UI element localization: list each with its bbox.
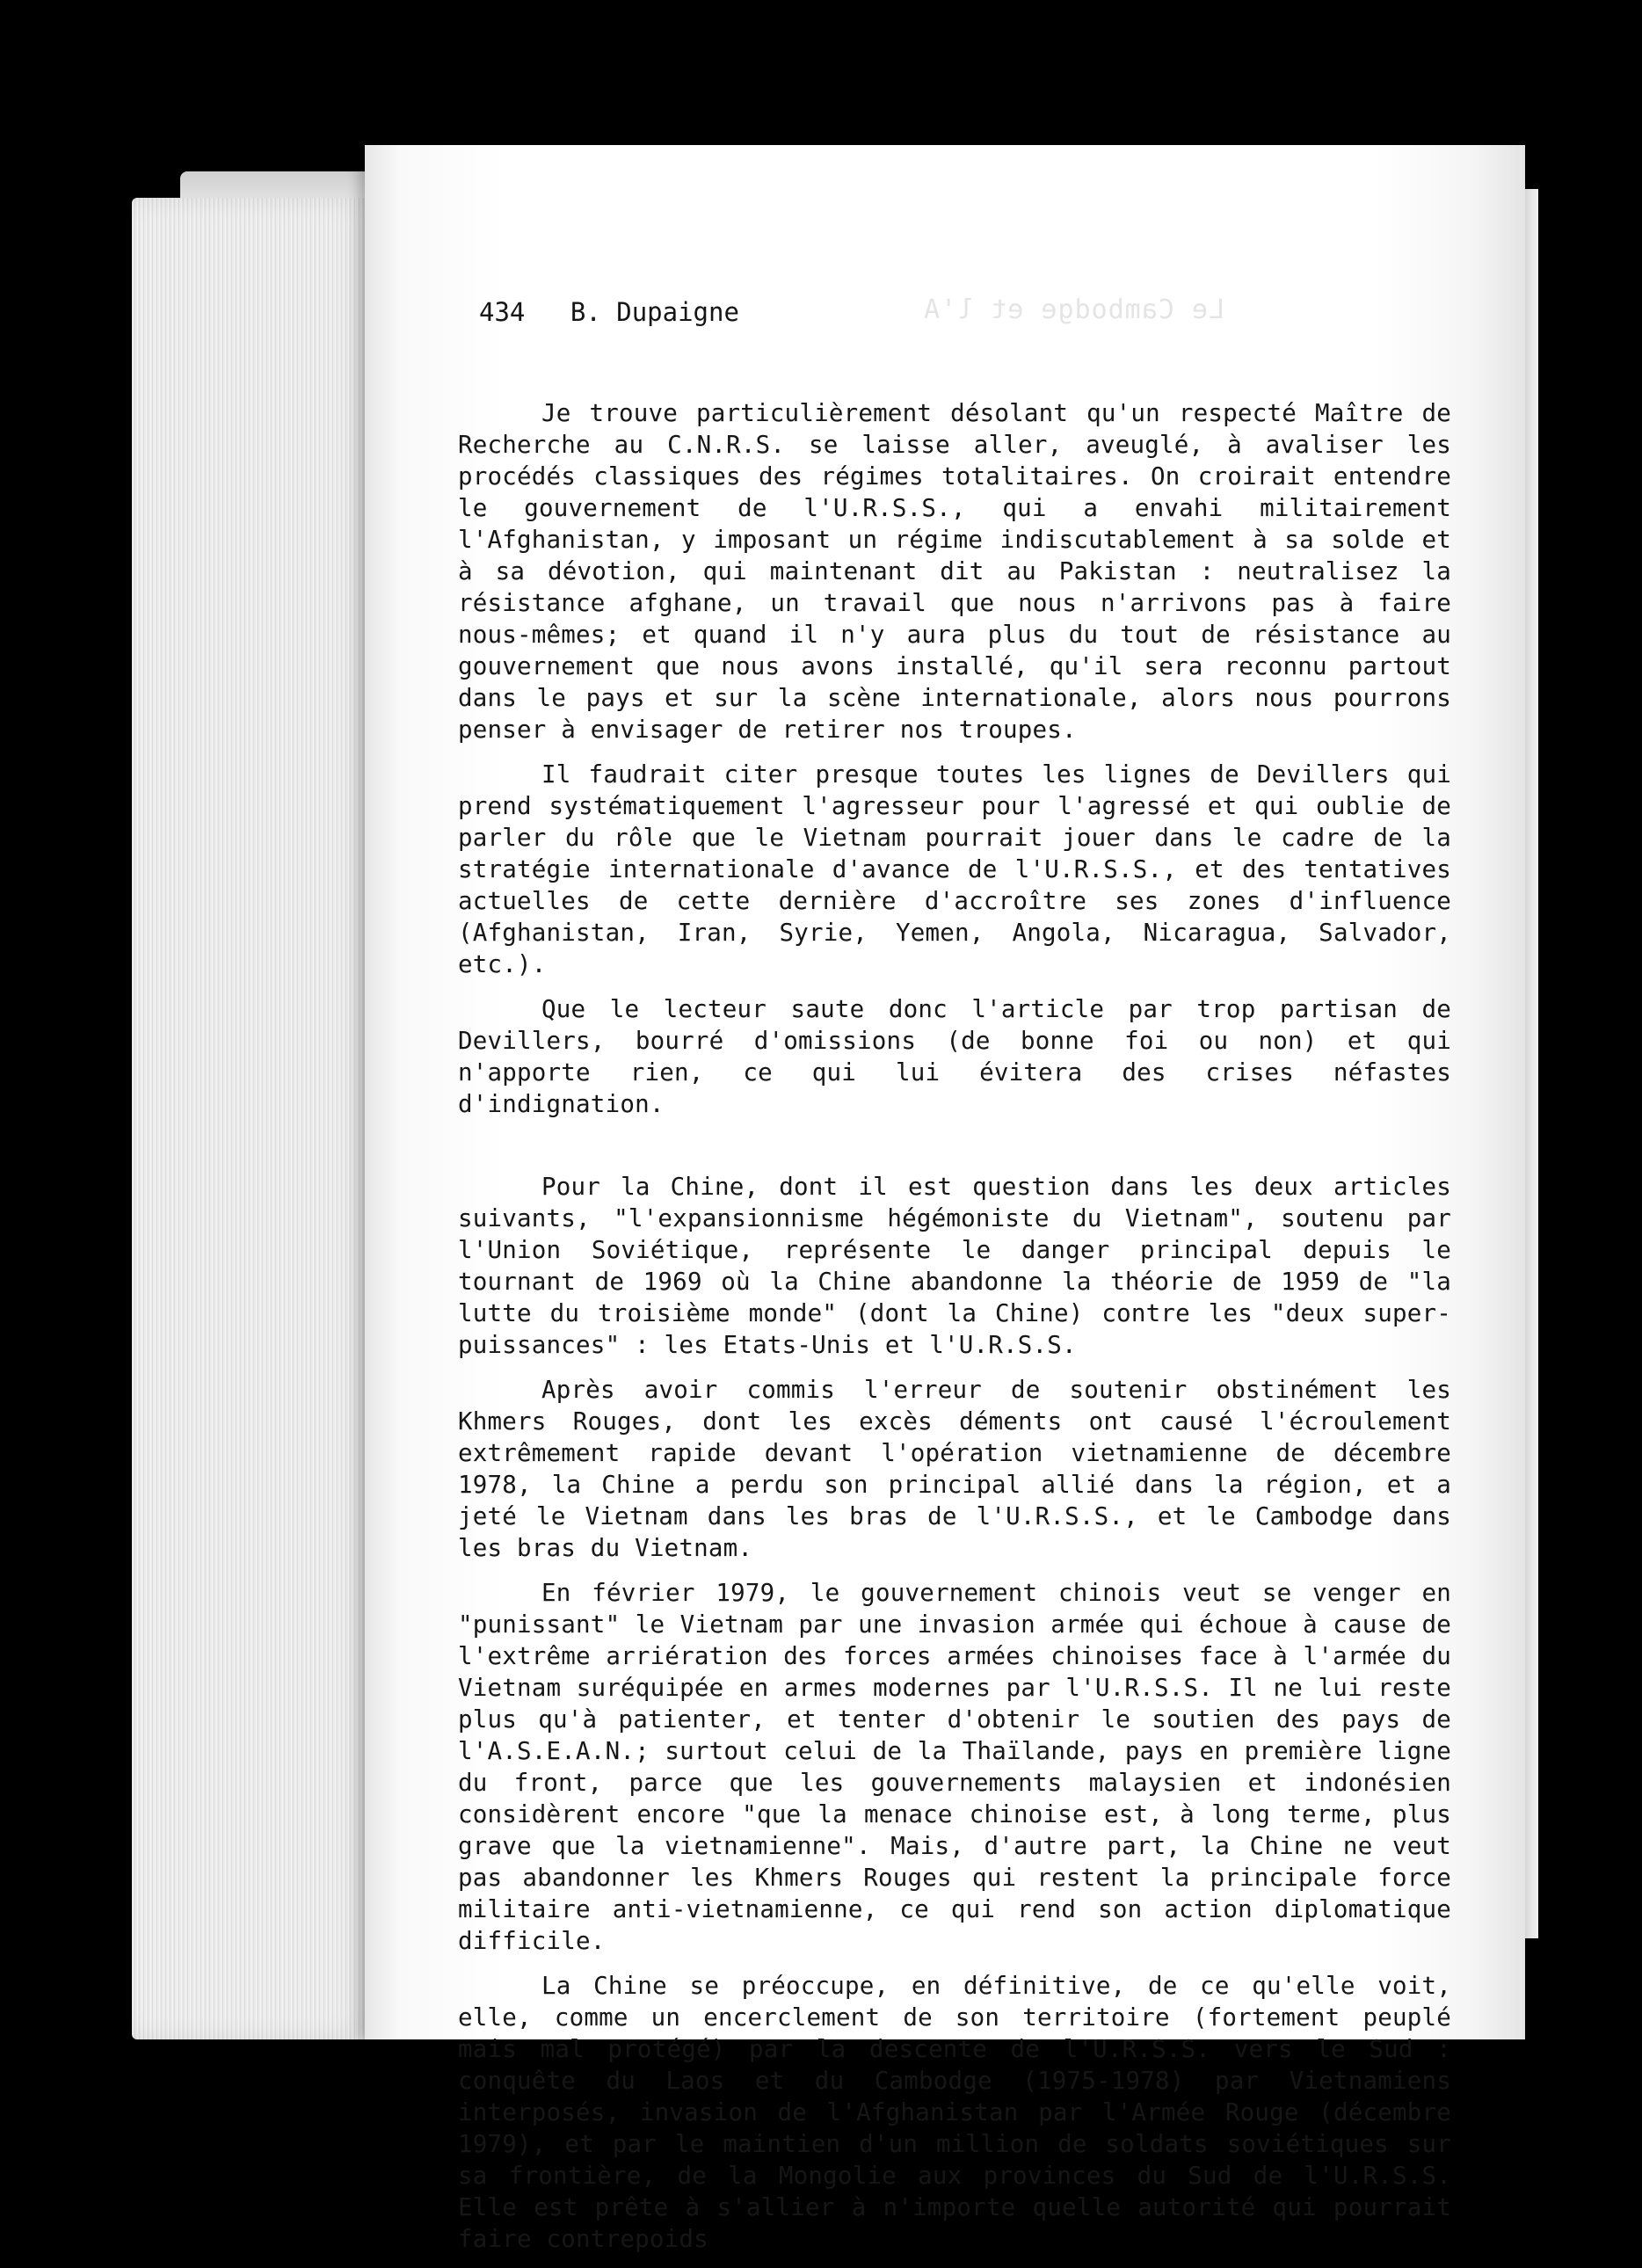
paragraph-2: Il faudrait citer presque toutes les lignes de Devillers qui prend systématiquement l'agresseur pour l'agressé et qui oublie de parler du rôle que le Vietnam pourrait jouer dans le cadre de la stratégie internationale d'avance de l'U.R.S.S., et des tentatives actuelles de cette dernière d'accroître ses zones d'influence (Afghanistan, Iran, Syrie, Yemen, Angola, Nicaragua, Salvador, etc.). <box>458 760 1451 978</box>
page-number: 434 <box>479 297 526 327</box>
paragraph-5: Après avoir commis l'erreur de soutenir obstinément les Khmers Rouges, dont les excès déments ont causé l'écroulement extrêmement rapide devant l'opération vietnamienne de décembre 1978, la Chine a perdu son principal allié dans la région, et a jeté le Vietnam dans les bras de l'U.R.S.S., et le Cambodge dans les bras du Vietnam. <box>458 1376 1451 1562</box>
paragraph-1: Je trouve particulièrement désolant qu'un respecté Maître de Recherche au C.N.R.S. se laisse aller, aveuglé, à avaliser les procédés classiques des régimes totalitaires. On croirait entendre le gouvernement de l'U.R.S.S., qui a envahi militairement l'Afghanistan, y imposant un régime indiscutablement à sa solde et à sa dévotion, qui maintenant dit au Pakistan : neutralisez la résistance afghane, un travail que nous n'arrivons pas à faire nous-mêmes; et quand il n'y aura plus du tout de résistance au gouvernement que nous avons installé, qu'il sera reconnu partout dans le pays et sur la scène internationale, alors nous pourrons penser à envisager de retirer nos troupes. <box>458 399 1451 744</box>
paragraph-7: La Chine se préoccupe, en définitive, de ce qu'elle voit, elle, comme un encerclement de son territoire (fortement peuplé mais mal protégé) par la descente de l'U.R.S.S. vers le Sud : conquête du Laos et du Cambodge (1975-1978) par Vietnamiens interposés, invasion de l'Afghanistan par l'Armée Rouge (décembre 1979), et par le maintien d'un million de soldats soviétiques sur sa frontière, de la Mongolie aux provinces du Sud de l'U.R.S.S. Elle est prête à s'allier à n'importe quelle autorité qui pourrait faire contrepoids <box>458 1972 1451 2253</box>
author-name: B. Dupaigne <box>570 297 739 327</box>
bleed-through-text: Le Cambodge et l'A <box>923 294 1225 325</box>
paragraph-4: Pour la Chine, dont il est question dans les deux articles suivants, "l'expansionnisme hégémoniste du Vietnam", soutenu par l'Union Soviétique, représente le danger principal depuis le tournant de 1969 où la Chine abandonne la théorie de 1959 de "la lutte du troisième monde" (dont la Chine) contre les "deux super-puissances" : les Etats-Unis et l'U.R.S.S. <box>458 1173 1451 1359</box>
page-stack-edges <box>132 198 378 2039</box>
running-head <box>479 297 739 327</box>
body-text <box>458 397 1451 2268</box>
paragraph-6: En février 1979, le gouvernement chinois veut se venger en "punissant" le Vietnam par une invasion armée qui échoue à cause de l'extrême arriération des forces armées chinoises face à l'armée du Vietnam suréquipée en armes modernes par l'U.R.S.S. Il ne lui reste plus qu'à patienter, et tenter d'obtenir le soutien des pays de l'A.S.E.A.N.; surtout celui de la Thaïlande, pays en première ligne du front, parce que les gouvernements malaysien et indonésien considèrent encore "que la menace chinoise est, à long terme, plus grave que la vietnamienne". Mais, d'autre part, la Chine ne veut pas abandonner les Khmers Rouges qui restent la principale force militaire anti-vietnamienne, ce qui rend son action diplomatique difficile. <box>458 1579 1451 1955</box>
paragraph-3: Que le lecteur saute donc l'article par trop partisan de Devillers, bourré d'omissions (de bonne foi ou non) et qui n'apporte rien, ce qui lui évitera des crises néfastes d'indignation. <box>458 995 1451 1118</box>
